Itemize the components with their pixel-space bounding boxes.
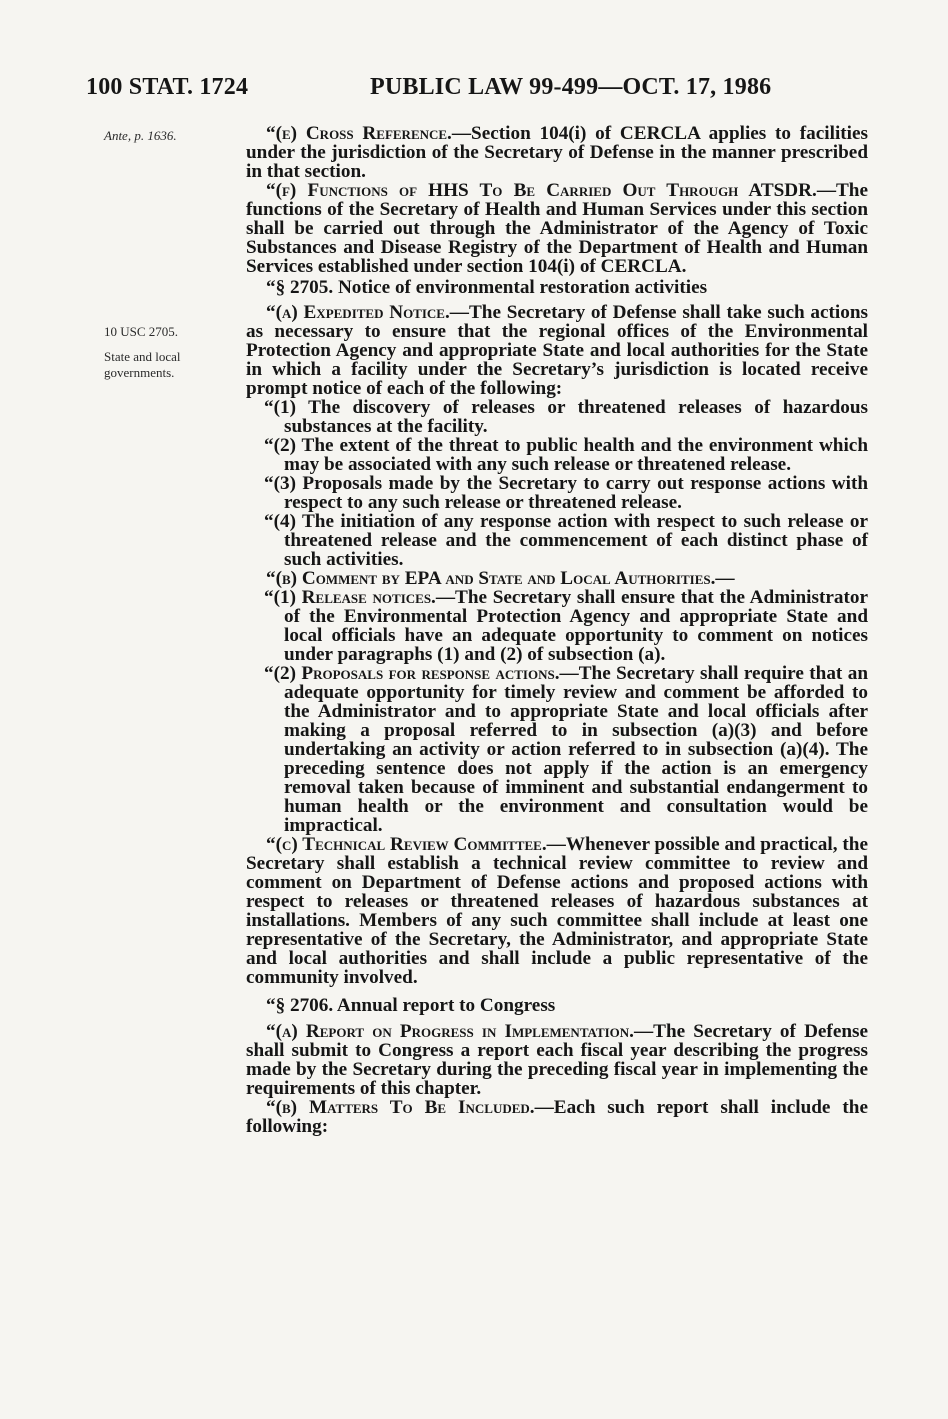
paragraph-a1: “(1) The discovery of releases or threatened releases of hazardous substances at the facility. — [264, 397, 868, 437]
paragraph-a4: “(4) The initiation of any response action with respect to such release or threatened release and the commencement of each distinct phase of such activities. — [264, 511, 868, 570]
section-2706-heading: “§ 2706. Annual report to Congress — [266, 995, 556, 1016]
report-subsection-a: “(a) Report on Progress in Implementation.—The Secretary of Defense shall submit to Congress a report each fiscal year describing the progress made by the Secretary during the preceding fiscal year in implementing the requirements of this chapter. — [246, 1021, 868, 1099]
margin-note-state-local: State and local governments. — [104, 349, 181, 380]
paragraph-b2-proposals: “(2) Proposals for response actions.—The Secretary shall require that an adequate opportunity for timely review and comment be afforded to the Administrator and to appropriate State and local officials after making a proposal referred to in subsection (a)(3) and before undertaking an activity or action referred to in subsection (a)(4). The preceding sentence does not apply if the action is an emergency removal taken because of imminent and substantial endangerment to human health or the environment and consultation would be impractical. — [264, 663, 869, 836]
paragraph-b1-release-notices: “(1) Release notices.—The Secretary shall ensure that the Administrator of the Environmental Protection Agency and appropriate State and local officials have an adequate opportunity to comment on notices under paragraphs (1) and (2) of subsection (a). — [264, 587, 868, 665]
report-subsection-b: “(b) Matters To Be Included.—Each such report shall include the following: — [246, 1097, 868, 1137]
subsection-f: “(f) Functions of HHS To Be Carried Out Through ATSDR.—The functions of the Secretary of Health and Human Services under this section shall be carried out through the Administrator of the Agency of Toxic Substances and Disease Registry of the Department of Health and Human Services established under section 104(i) of CERCLA. — [246, 180, 868, 277]
subsection-a-expedited-notice: “(a) Expedited Notice.—The Secretary of Defense shall take such actions as necessary to ensure that the regional offices of the Environmental Protection Agency and appropriate State and local authorities for the State in which a facility under the Secretary’s jurisdiction is located receive prompt notice of each of the following: — [246, 302, 868, 399]
public-law-title: PUBLIC LAW 99-499—OCT. 17, 1986 — [370, 74, 772, 100]
paragraph-a2: “(2) The extent of the threat to public health and the environment which may be associated with any such release or threatened release. — [264, 435, 868, 475]
paragraph-a3: “(3) Proposals made by the Secretary to carry out response actions with respect to any such release or threatened release. — [264, 473, 868, 513]
subsection-b-heading: “(b) Comment by EPA and State and Local Authorities.— — [266, 568, 735, 589]
stat-page-reference: 100 STAT. 1724 — [86, 74, 249, 100]
statute-text — [246, 124, 868, 1136]
subsection-e: “(e) Cross Reference.—Section 104(i) of CERCLA applies to facilities under the jurisdiction of the Secretary of Defense in the manner prescribed in that section. — [246, 123, 868, 182]
subsection-c-technical-review: “(c) Technical Review Committee.—Whenever possible and practical, the Secretary shall establish a technical review committee to review and comment on Department of Defense actions and proposed actions with respect to releases or threatened releases of hazardous substances at installations. Members of any such committee shall include at least one representative of the Secretary, the Administrator, and appropriate State and local authorities and shall include a public representative of the community involved. — [246, 834, 868, 988]
margin-note-ante: Ante, p. 1636. — [104, 128, 177, 143]
margin-note-usc: 10 USC 2705. — [104, 324, 179, 339]
section-2705-heading: “§ 2705. Notice of environmental restoration activities — [266, 277, 708, 298]
